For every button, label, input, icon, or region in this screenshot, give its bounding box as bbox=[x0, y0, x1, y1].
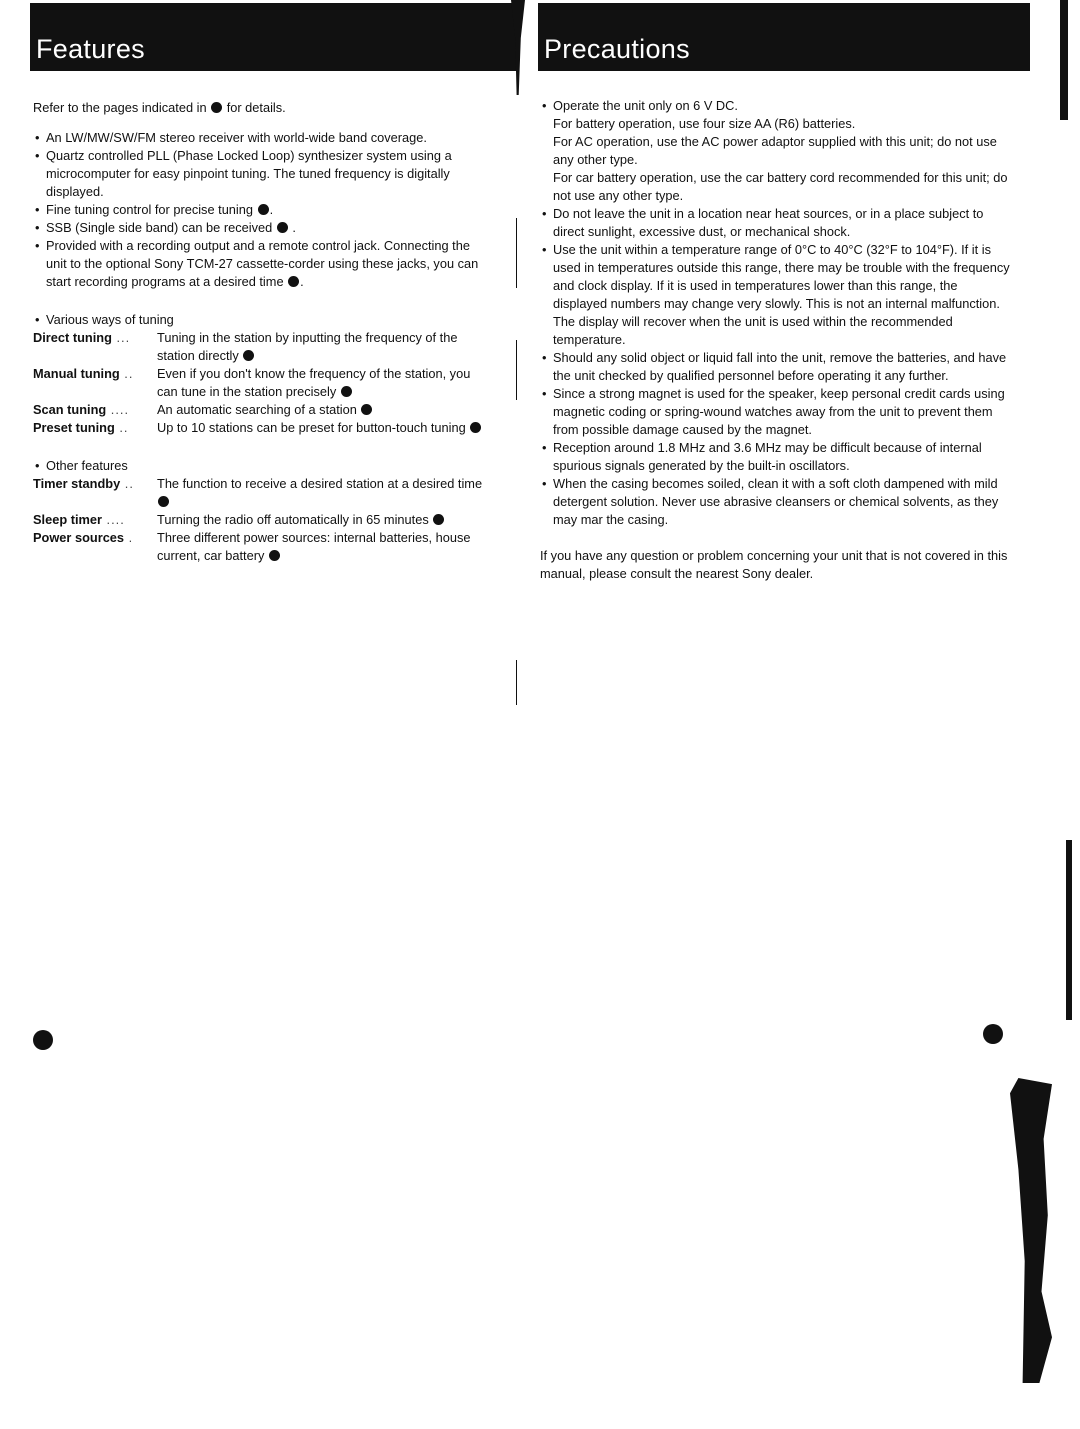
term-label: Direct tuning ... bbox=[33, 330, 131, 345]
precaution-subnote: For car battery operation, use the car battery cord recommended for this unit; do not use any other type. bbox=[553, 170, 1008, 203]
features-banner bbox=[30, 3, 518, 71]
intro-text: Refer to the pages indicated in for details. bbox=[33, 100, 286, 115]
page-ref-dot-icon bbox=[341, 386, 352, 397]
precaution-subnote: For battery operation, use four size AA (R6) batteries. bbox=[553, 116, 856, 131]
precaution-item: • When the casing becomes soiled, clean it with a soft cloth dampened with mild detergent solution. Never use abrasive cleansers or chemical solvents, as they may mar the casing. bbox=[540, 475, 1010, 529]
page-ref-dot-icon bbox=[243, 350, 254, 361]
term-description: Turning the radio off automatically in 65 minutes bbox=[157, 511, 493, 529]
page-ref-dot-icon bbox=[211, 102, 222, 113]
precautions-column bbox=[540, 97, 1010, 583]
term-label: Scan tuning .... bbox=[33, 402, 130, 417]
precautions-title: Precautions bbox=[544, 34, 690, 64]
other-heading bbox=[33, 457, 493, 475]
list-item bbox=[33, 457, 493, 475]
feature-bullet: • SSB (Single side band) can be received . bbox=[33, 219, 493, 237]
right-edge-shadow bbox=[1066, 840, 1072, 1020]
tuning-heading bbox=[33, 311, 493, 329]
feature-bullet: • Fine tuning control for precise tuning . bbox=[33, 201, 493, 219]
other-features-list bbox=[33, 475, 493, 565]
term-label: Sleep timer .... bbox=[33, 512, 125, 527]
feature-bullet: • An LW/MW/SW/FM stereo receiver with world-wide band coverage. bbox=[33, 129, 493, 147]
precaution-item: • Operate the unit only on 6 V DC. For battery operation, use four size AA (R6) batteries. For AC operation, use the AC power adaptor supplied with this unit; do not use any other type. For car battery operation, use the car battery cord recommended for this unit; do not use any other type. bbox=[540, 97, 1010, 205]
page-number-marker-left bbox=[33, 1030, 53, 1050]
term-label: Preset tuning .. bbox=[33, 420, 129, 435]
page-number-marker-right bbox=[983, 1024, 1003, 1044]
precaution-item: • Do not leave the unit in a location near heat sources, or in a place subject to direct sunlight, excessive dust, or mechanical shock. bbox=[540, 205, 1010, 241]
tuning-method-row bbox=[33, 365, 493, 401]
feature-bullet: • Provided with a recording output and a remote control jack. Connecting the unit to the optional Sony TCM-27 cassette-corder using these jacks, you can start recording programs at a desired time . bbox=[33, 237, 493, 291]
term-description: Three different power sources: internal batteries, house current, car battery bbox=[157, 530, 471, 563]
other-heading-text: Other features bbox=[46, 458, 128, 473]
features-column bbox=[33, 99, 493, 565]
right-edge-shadow bbox=[1060, 0, 1068, 120]
term-description: The function to receive a desired station at a desired time bbox=[157, 475, 493, 511]
precautions-banner bbox=[538, 3, 1030, 71]
page-ref-dot-icon bbox=[269, 550, 280, 561]
term-description: Even if you don't know the frequency of the station, you can tune in the station precisely bbox=[157, 366, 471, 399]
term-label: Manual tuning .. bbox=[33, 366, 134, 381]
page-ref-dot-icon bbox=[277, 222, 288, 233]
page-ref-dot-icon bbox=[158, 496, 169, 507]
precaution-item: • Since a strong magnet is used for the speaker, keep personal credit cards using magnetic coding or spring-wound watches away from the unit to prevent them from possible damage caused by the magnet. bbox=[540, 385, 1010, 439]
gutter-line bbox=[516, 218, 517, 288]
term-label: Power sources . bbox=[33, 530, 134, 545]
precaution-item: • Reception around 1.8 MHz and 3.6 MHz may be difficult because of internal spurious signals generated by the built-in oscillators. bbox=[540, 439, 1010, 475]
feature-list bbox=[33, 129, 493, 291]
tuning-method-row bbox=[33, 419, 493, 437]
features-title: Features bbox=[36, 34, 145, 64]
feature-bullet: • Quartz controlled PLL (Phase Locked Loop) synthesizer system using a microcomputer for easy pinpoint tuning. The tuned frequency is digitally displayed. bbox=[33, 147, 493, 201]
precaution-subnote: For AC operation, use the AC power adaptor supplied with this unit; do not use any other type. bbox=[553, 134, 997, 167]
term-description: An automatic searching of a station bbox=[157, 401, 493, 419]
closing-note: If you have any question or problem concerning your unit that is not covered in this manual, please consult the nearest Sony dealer. bbox=[540, 548, 1008, 581]
tuning-method-row bbox=[33, 329, 493, 365]
page-ref-dot-icon bbox=[288, 276, 299, 287]
term-description: Up to 10 stations can be preset for button-touch tuning bbox=[157, 419, 493, 437]
features-intro bbox=[33, 99, 493, 117]
page-ref-dot-icon bbox=[361, 404, 372, 415]
tuning-method-row bbox=[33, 401, 493, 419]
list-item bbox=[33, 311, 493, 329]
other-feature-row bbox=[33, 529, 493, 565]
binding-edge bbox=[1010, 1078, 1052, 1383]
page-ref-dot-icon bbox=[470, 422, 481, 433]
precaution-list bbox=[540, 97, 1010, 529]
precaution-item: • Should any solid object or liquid fall into the unit, remove the batteries, and have the unit checked by qualified personnel before operating it any further. bbox=[540, 349, 1010, 385]
precaution-item: • Use the unit within a temperature range of 0°C to 40°C (32°F to 104°F). If it is used in temperatures outside this range, there may be trouble with the frequency and clock display. If it is used in temperatures lower than this range, the displayed numbers may change very slowly. This is not an internal malfunction. The display will recover when the unit is used within the recommended temperature. bbox=[540, 241, 1010, 349]
other-feature-row bbox=[33, 511, 493, 529]
page-ref-dot-icon bbox=[433, 514, 444, 525]
page-ref-dot-icon bbox=[258, 204, 269, 215]
gutter-line bbox=[516, 340, 517, 400]
tuning-heading-text: Various ways of tuning bbox=[46, 312, 174, 327]
tuning-list bbox=[33, 329, 493, 437]
term-label: Timer standby .. bbox=[33, 476, 134, 491]
other-feature-row bbox=[33, 475, 493, 511]
gutter-line bbox=[516, 660, 517, 705]
term-description: Tuning in the station by inputting the frequency of the station directly bbox=[157, 330, 458, 363]
